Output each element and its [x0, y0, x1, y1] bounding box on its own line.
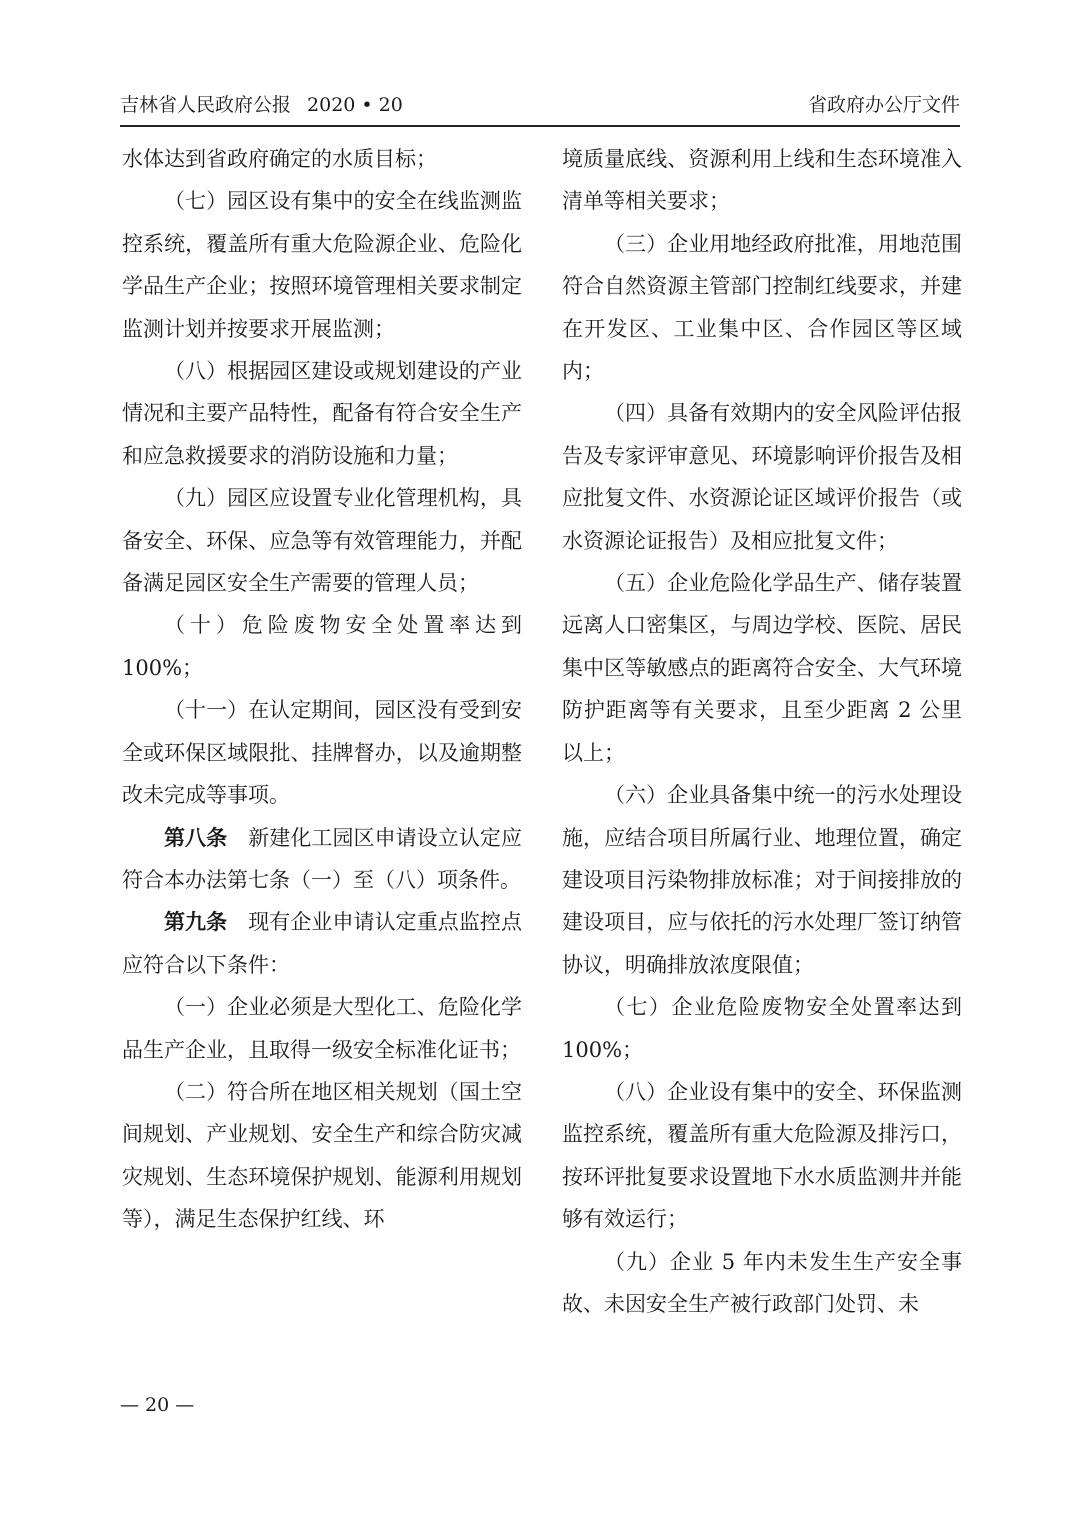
paragraph-text: （十）危险废物安全处置率达到 100%；: [122, 613, 522, 680]
paragraph-text: 现有企业申请认定重点监控点应符合以下条件：: [122, 910, 522, 977]
paragraph: [562, 1241, 962, 1326]
paragraph: [122, 477, 522, 604]
issue-number: 2020 • 20: [307, 94, 403, 116]
paragraph-text: （九）企业 5 年内未发生生产安全事故、未因安全生产被行政部门处罚、未: [562, 1249, 962, 1316]
paragraph: [122, 901, 522, 986]
paragraph-text: （二）符合所在地区相关规划（国土空间规划、产业规划、安全生产和综合防灾减灾规划、生态环境保护规划、能源利用规划等），满足生态保护红线、环: [122, 1079, 522, 1232]
paragraph-text: （七）园区设有集中的安全在线监测监控系统，覆盖所有重大危险源企业、危险化学品生产企业；按照环境管理相关要求制定监测计划并按要求开展监测；: [122, 189, 522, 341]
paragraph: [562, 774, 962, 986]
paragraph: [122, 689, 522, 816]
header-publication: [120, 90, 403, 117]
paragraph-text: （十一）在认定期间，园区没有受到安全或环保区域限批、挂牌督办，以及逾期整改未完成等事项。: [122, 698, 522, 808]
paragraph-text: （八）企业设有集中的安全、环保监测监控系统，覆盖所有重大危险源及排污口，按环评批复要求设置地下水水质监测井并能够有效运行；: [562, 1079, 962, 1232]
paragraph: [562, 986, 962, 1071]
paragraph-text: （九）园区应设置专业化管理机构，具备安全、环保、应急等有效管理能力，并配备满足园区安全生产需要的管理人员；: [122, 486, 522, 596]
paragraph: [122, 138, 522, 180]
page-number: — 20 —: [120, 1394, 195, 1416]
page-header: [120, 84, 960, 124]
header-divider: [120, 125, 960, 127]
right-column: [562, 138, 962, 1325]
paragraph: [122, 1071, 522, 1241]
paragraph: [122, 604, 522, 689]
paragraph: [562, 1071, 962, 1241]
paragraph-text: （三）企业用地经政府批准，用地范围符合自然资源主管部门控制红线要求，并建在开发区、工业集中区、合作园区等区域内；: [562, 231, 962, 384]
paragraph-text: （八）根据园区建设或规划建设的产业情况和主要产品特性，配备有符合安全生产和应急救援要求的消防设施和力量；: [122, 359, 522, 468]
publication-title: 吉林省人民政府公报: [120, 94, 292, 116]
article-heading: 第九条: [164, 909, 228, 935]
paragraph: [562, 223, 962, 393]
paragraph: [122, 986, 522, 1071]
paragraph: [562, 562, 962, 774]
paragraph-text: （一）企业必须是大型化工、危险化学品生产企业，且取得一级安全标准化证书；: [122, 995, 522, 1062]
section-title: 省政府办公厅文件: [807, 94, 960, 116]
paragraph: [122, 350, 522, 477]
paragraph-text: 水体达到省政府确定的水质目标；: [122, 147, 437, 171]
paragraph-text: 新建化工园区申请设立认定应符合本办法第七条（一）至（八）项条件。: [122, 825, 522, 892]
paragraph-text: （六）企业具备集中统一的污水处理设施，应结合项目所属行业、地理位置，确定建设项目污染物排放标准；对于间接排放的建设项目，应与依托的污水处理厂签订纳管协议，明确排放浓度限值；: [562, 783, 962, 977]
paragraph-text: （七）企业危险废物安全处置率达到 100%；: [562, 995, 962, 1062]
paragraph: [122, 180, 522, 350]
paragraph-text: （五）企业危险化学品生产、储存装置远离人口密集区，与周边学校、医院、居民集中区等敏感点的距离符合安全、大气环境防护距离等有关要求，且至少距离 2 公里以上；: [562, 571, 962, 765]
paragraph-text: （四）具备有效期内的安全风险评估报告及专家评审意见、环境影响评价报告及相应批复文件、水资源论证区域评价报告（或水资源论证报告）及相应批复文件；: [562, 401, 962, 553]
paragraph: [562, 138, 962, 223]
paragraph-text: 境质量底线、资源利用上线和生态环境准入清单等相关要求；: [562, 147, 962, 214]
paragraph: [562, 392, 962, 562]
left-column: [122, 138, 522, 1241]
article-heading: 第八条: [164, 824, 228, 850]
paragraph: [122, 817, 522, 902]
